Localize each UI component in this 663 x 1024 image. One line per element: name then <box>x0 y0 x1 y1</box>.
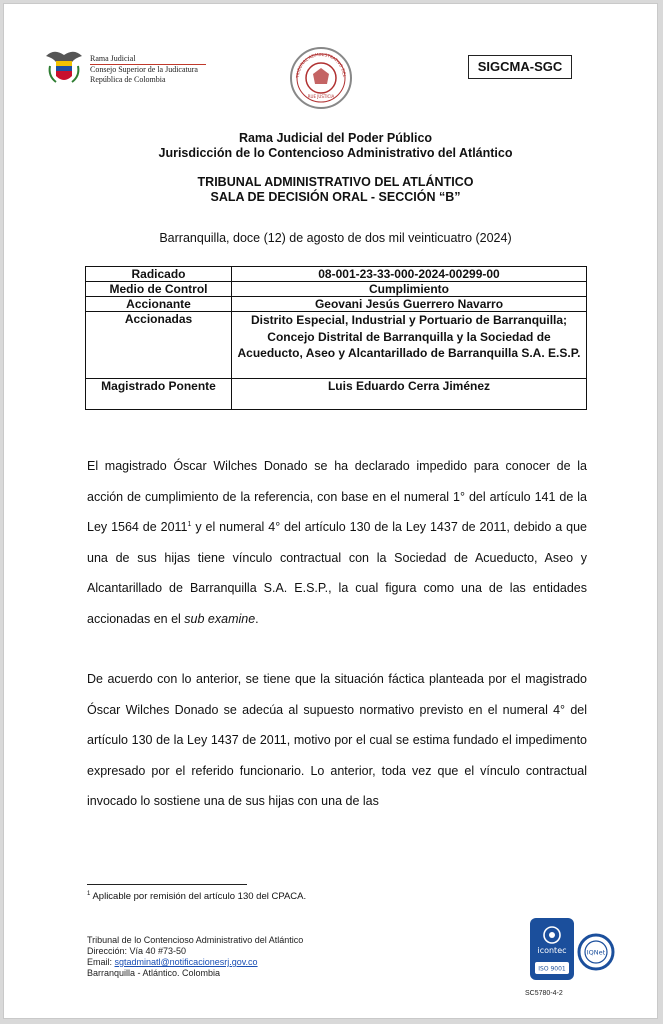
table-row <box>86 282 587 297</box>
email-link[interactable]: sgtadminatl@notificacionesrj.gov.co <box>114 957 258 967</box>
row-value: Cumplimiento <box>232 282 587 297</box>
org-line-2: Consejo Superior de la Judicatura <box>90 65 198 74</box>
footer-line-4: Barranquilla - Atlántico. Colombia <box>87 968 221 978</box>
table-row <box>86 379 587 410</box>
judicial-branch-heading <box>4 131 663 161</box>
heading-line-2: Jurisdicción de lo Contencioso Administrativo del Atlántico <box>158 146 513 160</box>
latin-phrase: sub examine <box>184 611 256 626</box>
row-label: Magistrado Ponente <box>86 379 232 410</box>
document-page <box>3 3 658 1019</box>
row-value: 08-001-23-33-000-2024-00299-00 <box>232 267 587 282</box>
footnote-divider <box>87 884 247 885</box>
row-value: Geovani Jesús Guerrero Navarro <box>232 297 587 312</box>
tribunal-seal <box>289 46 353 110</box>
table-row <box>86 267 587 282</box>
icontec-label: icontec <box>537 946 567 955</box>
row-label: Accionante <box>86 297 232 312</box>
row-label: Accionadas <box>86 312 232 379</box>
row-value: Distrito Especial, Industrial y Portuario de Barranquilla; Concejo Distrital de Barranquilla y la Sociedad de Acueducto, Aseo y Alcantarillado de Barranquilla S.A. E.S.P. <box>232 312 587 379</box>
row-label: Radicado <box>86 267 232 282</box>
footer-email-line <box>87 957 303 968</box>
iqnet-badge <box>577 933 615 971</box>
paragraph-end: . <box>255 611 259 626</box>
case-info-table <box>85 266 587 410</box>
seal-text: TRIBUNAL ADMINISTRATIVO DEL <box>294 51 348 79</box>
tribunal-heading <box>4 175 663 205</box>
paragraph-text: y el numeral 4° del artículo 130 de la Ley 1437 de 2011, debido a que una de sus hijas tiene vínculo contractual con la Sociedad de Acueducto, Aseo y Alcantarillado de Barranquilla S.A. E.S.P., la cual figura como una de las entidades accionadas en el <box>87 520 587 626</box>
body-paragraph-2: De acuerdo con lo anterior, se tiene que la situación fáctica planteada por el magistrado Óscar Wilches Donado se adecúa al supuesto normativo previsto en el numeral 4° del artículo 130 de la Ley 1437 de 2011, motivo por el cual se estima fundado el impedimento expresado por el referido funcionario. Lo anterior, toda vez que el vínculo contractual invocado lo sostiene una de sus hijas con una de las <box>87 672 587 808</box>
quality-system-code: SIGCMA-SGC <box>468 55 572 79</box>
institution-name <box>90 54 198 85</box>
iqnet-label: IQNet <box>586 948 606 957</box>
footnote-text: Aplicable por remisión del artículo 130 del CPACA. <box>90 891 307 903</box>
footnote-number: 1 <box>87 891 91 897</box>
footer-address <box>87 935 303 979</box>
certificate-code: SC5780-4-2 <box>525 990 563 997</box>
org-line-3: República de Colombia <box>90 75 166 84</box>
iso-label: ISO 9001 <box>538 965 566 973</box>
org-divider <box>90 64 206 65</box>
footer-line-1: Tribunal de lo Contencioso Administrativo del Atlántico <box>87 935 304 945</box>
seal-subtext: RUE JUSTICIA <box>307 94 335 99</box>
footnote-ref[interactable]: 1 <box>187 520 192 528</box>
body-paragraph-1 <box>87 451 587 634</box>
email-label: Email: <box>87 957 115 967</box>
org-line-1: Rama Judicial <box>90 54 136 63</box>
table-row <box>86 312 587 379</box>
icontec-certification-badge <box>530 918 574 980</box>
paragraph-text: El magistrado Óscar Wilches Donado se ha declarado impedido para conocer de la acción de cumplimiento de la referencia, con base en el numeral 1° del artículo 141 de la Ley 1564 de 2011 <box>87 459 587 534</box>
heading-line-3: TRIBUNAL ADMINISTRATIVO DEL ATLÁNTICO <box>197 175 474 189</box>
row-value: Luis Eduardo Cerra Jiménez <box>232 379 587 410</box>
heading-line-1: Rama Judicial del Poder Público <box>238 131 433 145</box>
footer-line-2: Dirección: Vía 40 #73-50 <box>87 946 187 956</box>
heading-line-4: SALA DE DECISIÓN ORAL - SECCIÓN “B” <box>210 190 461 204</box>
dateline: Barranquilla, doce (12) de agosto de dos mil veinticuatro (2024) <box>159 231 512 245</box>
row-label: Medio de Control <box>86 282 232 297</box>
footnote <box>87 891 306 902</box>
coat-of-arms-icon <box>42 46 86 88</box>
table-row <box>86 297 587 312</box>
